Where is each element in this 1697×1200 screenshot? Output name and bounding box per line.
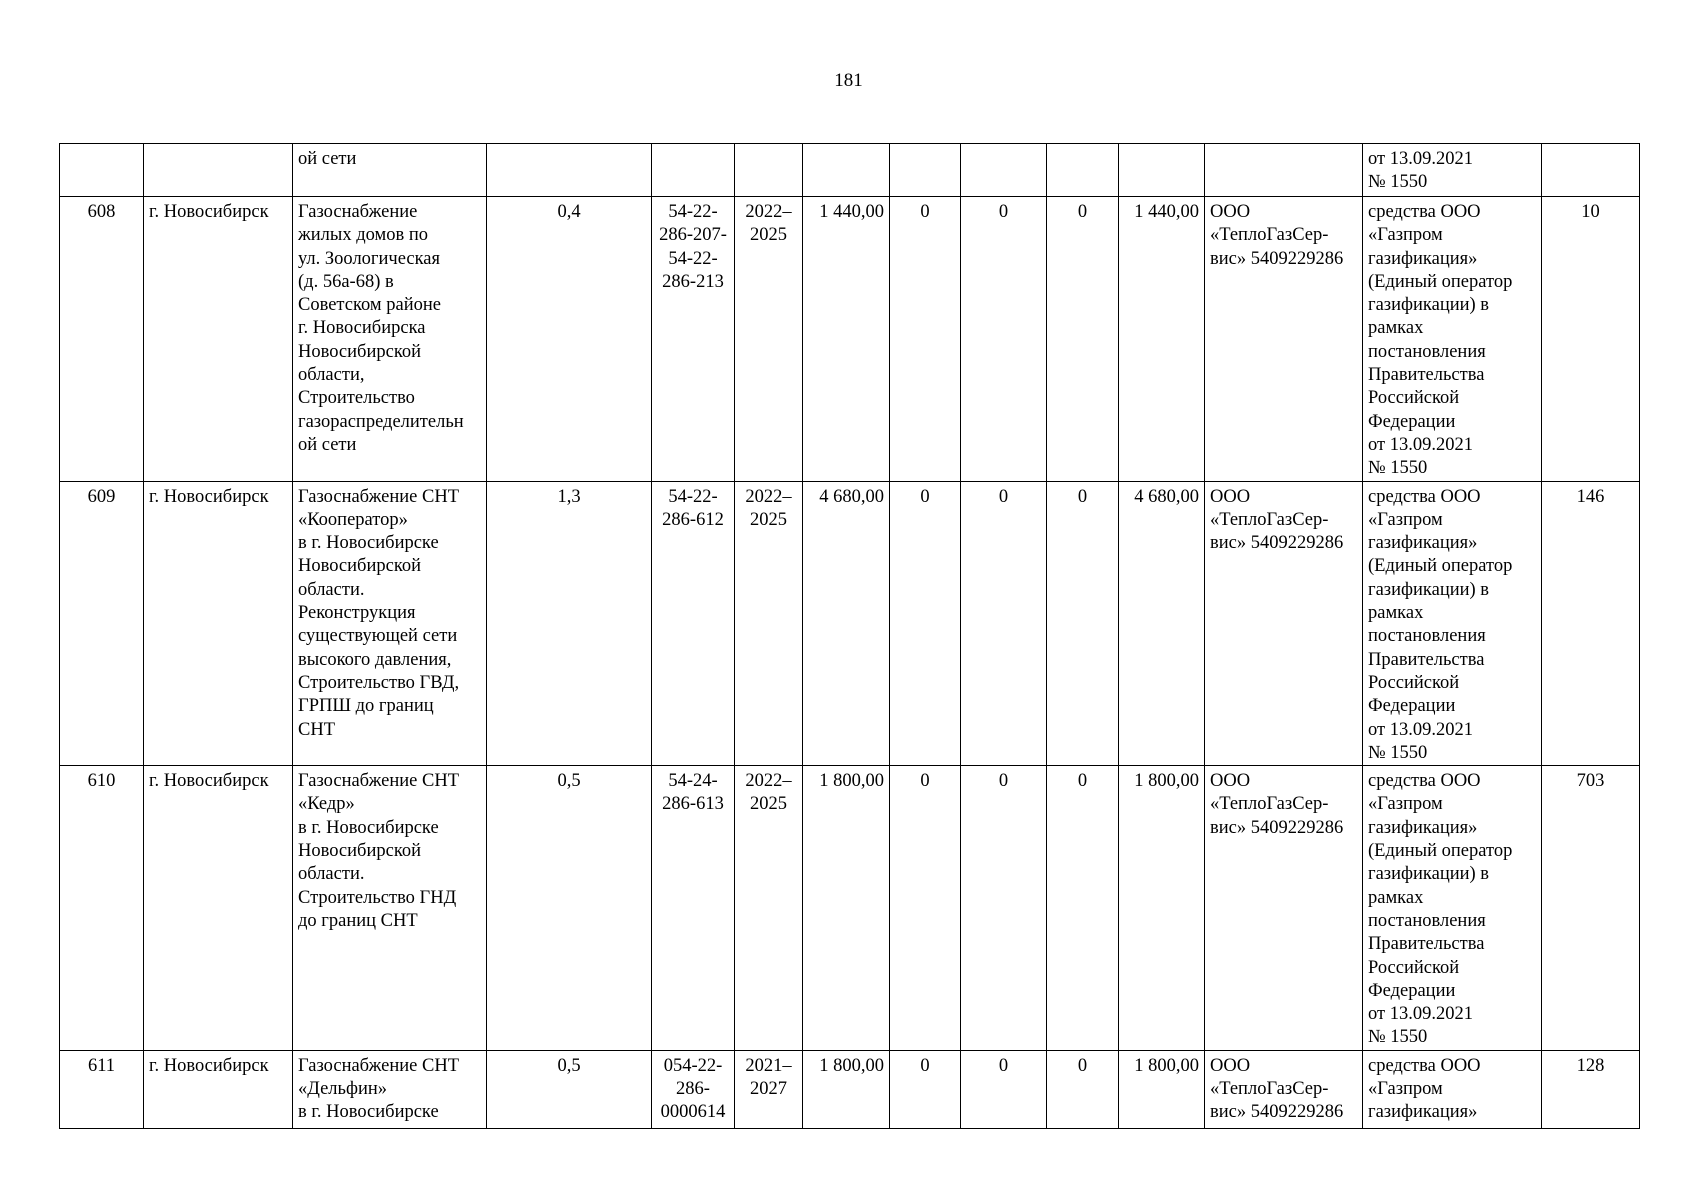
locality-cell <box>144 766 293 1051</box>
total-cost-cell: 1 800,00 <box>803 766 890 1051</box>
value-cell-3: 0 <box>1047 766 1119 1051</box>
cell-line: газораспределительн <box>298 411 464 432</box>
total-cost-cell <box>803 144 890 197</box>
cell-line: 2022– <box>745 486 792 507</box>
cell-line: «ТеплоГазСер- <box>1210 225 1329 246</box>
cell-line: Правительства <box>1368 934 1485 955</box>
cell-line: газификации) в <box>1368 864 1490 885</box>
cell-line: газификация» <box>1368 533 1478 554</box>
count-cell: 10 <box>1542 197 1640 482</box>
cell-line: рамках <box>1368 603 1424 624</box>
cell-line: жилых домов по <box>298 225 428 246</box>
cell-line: в г. Новосибирске <box>298 817 439 838</box>
cell-line: Правительства <box>1368 649 1485 670</box>
period-cell <box>735 766 803 1051</box>
cell-line: (Единый оператор <box>1368 556 1513 577</box>
cell-line: Газоснабжение СНТ <box>298 771 460 792</box>
locality-cell <box>144 1050 293 1128</box>
locality-cell <box>144 197 293 482</box>
value-cell-4 <box>1119 144 1205 197</box>
value-cell-1: 0 <box>890 1050 961 1128</box>
executor-cell <box>1205 766 1363 1051</box>
cell-line: 54-22- <box>668 202 718 222</box>
count-cell <box>1542 144 1640 197</box>
cell-line: ГРПШ до границ <box>298 696 434 717</box>
cell-line: г. Новосибирска <box>298 318 426 339</box>
row-number-cell: 611 <box>60 1050 144 1128</box>
value-cell-3: 0 <box>1047 1050 1119 1128</box>
capacity-cell: 0,5 <box>487 1050 652 1128</box>
object-name-cell <box>293 1050 487 1128</box>
count-cell: 703 <box>1542 766 1640 1051</box>
cell-line: ООО <box>1210 202 1251 222</box>
cell-line: ООО <box>1210 1055 1251 1076</box>
cell-line: «Кооператор» <box>298 509 408 530</box>
cell-line: средства ООО <box>1368 202 1481 222</box>
funding-source-cell <box>1363 197 1542 482</box>
count-cell: 146 <box>1542 481 1640 766</box>
cell-line: (д. 56а-68) в <box>298 271 394 292</box>
total-cost-cell: 1 800,00 <box>803 1050 890 1128</box>
cell-line: Российской <box>1368 672 1460 693</box>
cell-line: «ТеплоГазСер- <box>1210 794 1329 815</box>
value-cell-2 <box>961 144 1047 197</box>
executor-cell <box>1205 144 1363 197</box>
period-cell <box>735 197 803 482</box>
value-cell-2: 0 <box>961 766 1047 1051</box>
row-number-cell: 608 <box>60 197 144 482</box>
value-cell-2: 0 <box>961 197 1047 482</box>
cell-line: г. Новосибирск <box>149 771 269 792</box>
period-cell <box>735 481 803 766</box>
total-cost-cell: 4 680,00 <box>803 481 890 766</box>
cell-line: Газоснабжение <box>298 202 418 222</box>
value-cell-4: 4 680,00 <box>1119 481 1205 766</box>
cell-line: постановления <box>1368 341 1486 362</box>
table-row <box>60 144 1640 197</box>
cell-line: от 13.09.2021 <box>1368 1004 1473 1025</box>
funding-source-cell <box>1363 144 1542 197</box>
cell-line: Федерации <box>1368 696 1456 717</box>
capacity-cell: 0,4 <box>487 197 652 482</box>
cell-line: средства ООО <box>1368 771 1481 792</box>
capacity-cell: 1,3 <box>487 481 652 766</box>
cell-line: Российской <box>1368 957 1460 978</box>
executor-cell <box>1205 197 1363 482</box>
capacity-cell: 0,5 <box>487 766 652 1051</box>
cell-line: Новосибирской <box>298 841 422 862</box>
cell-line: Правительства <box>1368 365 1485 386</box>
cell-line: Новосибирской <box>298 556 422 577</box>
cell-line: ой сети <box>298 149 357 169</box>
cell-line: г. Новосибирск <box>149 202 269 222</box>
locality-cell <box>144 481 293 766</box>
page-number: 181 <box>834 70 863 91</box>
cell-line: Строительство <box>298 388 415 409</box>
cell-line: вис» 5409229286 <box>1210 817 1344 838</box>
cell-line: в г. Новосибирске <box>298 533 439 554</box>
cell-line: «Газпром <box>1368 794 1443 815</box>
cell-line: «Дельфин» <box>298 1078 388 1099</box>
cell-line: «Газпром <box>1368 225 1443 246</box>
cell-line: Строительство ГНД <box>298 887 457 908</box>
cell-line: 286-213 <box>662 271 724 292</box>
row-number-cell <box>60 144 144 197</box>
cell-line: г. Новосибирск <box>149 1055 269 1076</box>
capacity-cell <box>487 144 652 197</box>
project-code-cell <box>652 197 735 482</box>
cell-line: 054-22- <box>663 1055 723 1076</box>
value-cell-1: 0 <box>890 481 961 766</box>
cell-line: 2022– <box>745 771 792 792</box>
funding-source-cell <box>1363 481 1542 766</box>
period-cell <box>735 1050 803 1128</box>
cell-line: области. <box>298 864 365 885</box>
cell-line: вис» 5409229286 <box>1210 248 1344 269</box>
cell-line: высокого давления, <box>298 649 452 670</box>
cell-line: ул. Зоологическая <box>298 248 441 269</box>
cell-line: № 1550 <box>1368 458 1428 479</box>
cell-line: 2027 <box>750 1078 787 1099</box>
table-row <box>60 766 1640 1051</box>
cell-line: ООО <box>1210 486 1251 507</box>
cell-line: (Единый оператор <box>1368 271 1513 292</box>
locality-cell <box>144 144 293 197</box>
cell-line: области, <box>298 365 365 386</box>
value-cell-1 <box>890 144 961 197</box>
cell-line: 2025 <box>750 794 787 815</box>
cell-line: 0000614 <box>660 1102 726 1123</box>
value-cell-1: 0 <box>890 766 961 1051</box>
cell-line: Российской <box>1368 388 1460 409</box>
program-table <box>59 143 1640 1129</box>
project-code-cell <box>652 481 735 766</box>
cell-line: постановления <box>1368 910 1486 931</box>
cell-line: «ТеплоГазСер- <box>1210 1078 1329 1099</box>
cell-line: Строительство ГВД, <box>298 672 460 693</box>
cell-line: «Газпром <box>1368 1078 1443 1099</box>
project-code-cell <box>652 766 735 1051</box>
cell-line: газификация» <box>1368 1102 1478 1123</box>
value-cell-4: 1 440,00 <box>1119 197 1205 482</box>
cell-line: (Единый оператор <box>1368 841 1513 862</box>
cell-line: 286-613 <box>662 794 724 815</box>
cell-line: № 1550 <box>1368 742 1428 763</box>
value-cell-4: 1 800,00 <box>1119 1050 1205 1128</box>
cell-line: рамках <box>1368 887 1424 908</box>
cell-line: Газоснабжение СНТ <box>298 1055 460 1076</box>
cell-line: № 1550 <box>1368 1027 1428 1048</box>
cell-line: Федерации <box>1368 411 1456 432</box>
cell-line: от 13.09.2021 <box>1368 719 1473 740</box>
cell-line: 2025 <box>750 509 787 530</box>
row-number-cell: 609 <box>60 481 144 766</box>
cell-line: газификации) в <box>1368 579 1490 600</box>
cell-line: 2022– <box>745 202 792 222</box>
value-cell-1: 0 <box>890 197 961 482</box>
cell-line: Реконструкция <box>298 603 416 624</box>
cell-line: 286-612 <box>662 509 724 530</box>
executor-cell <box>1205 1050 1363 1128</box>
cell-line: 54-22- <box>668 486 718 507</box>
value-cell-4: 1 800,00 <box>1119 766 1205 1051</box>
cell-line: Газоснабжение СНТ <box>298 486 460 507</box>
cell-line: г. Новосибирск <box>149 486 269 507</box>
value-cell-2: 0 <box>961 481 1047 766</box>
cell-line: средства ООО <box>1368 1055 1481 1076</box>
object-name-cell <box>293 766 487 1051</box>
value-cell-3 <box>1047 144 1119 197</box>
row-number-cell: 610 <box>60 766 144 1051</box>
executor-cell <box>1205 481 1363 766</box>
value-cell-2: 0 <box>961 1050 1047 1128</box>
cell-line: ООО <box>1210 771 1251 792</box>
cell-line: 54-22- <box>668 248 718 269</box>
cell-line: Новосибирской <box>298 341 422 362</box>
table-row <box>60 481 1640 766</box>
table-row <box>60 197 1640 482</box>
cell-line: вис» 5409229286 <box>1210 1102 1344 1123</box>
cell-line: существующей сети <box>298 626 458 647</box>
cell-line: от 13.09.2021 <box>1368 434 1473 455</box>
cell-line: газификация» <box>1368 248 1478 269</box>
cell-line: № 1550 <box>1368 172 1428 193</box>
cell-line: средства ООО <box>1368 486 1481 507</box>
cell-line: области. <box>298 579 365 600</box>
cell-line: «Газпром <box>1368 509 1443 530</box>
project-code-cell <box>652 144 735 197</box>
cell-line: газификации) в <box>1368 295 1490 316</box>
cell-line: 54-24- <box>668 771 718 792</box>
cell-line: СНТ <box>298 719 335 740</box>
funding-source-cell <box>1363 766 1542 1051</box>
value-cell-3: 0 <box>1047 197 1119 482</box>
cell-line: рамках <box>1368 318 1424 339</box>
cell-line: Федерации <box>1368 980 1456 1001</box>
cell-line: ой сети <box>298 434 357 455</box>
funding-source-cell <box>1363 1050 1542 1128</box>
cell-line: газификация» <box>1368 817 1478 838</box>
cell-line: 286- <box>676 1078 710 1099</box>
cell-line: 2025 <box>750 225 787 246</box>
cell-line: от 13.09.2021 <box>1368 149 1473 169</box>
count-cell: 128 <box>1542 1050 1640 1128</box>
project-code-cell <box>652 1050 735 1128</box>
value-cell-3: 0 <box>1047 481 1119 766</box>
table-row <box>60 1050 1640 1128</box>
table-body <box>60 144 1640 1129</box>
object-name-cell <box>293 197 487 482</box>
cell-line: постановления <box>1368 626 1486 647</box>
cell-line: 2021– <box>745 1055 792 1076</box>
cell-line: вис» 5409229286 <box>1210 533 1344 554</box>
object-name-cell <box>293 481 487 766</box>
cell-line: «ТеплоГазСер- <box>1210 509 1329 530</box>
cell-line: Советском районе <box>298 295 441 316</box>
object-name-cell <box>293 144 487 197</box>
cell-line: 286-207- <box>659 225 727 246</box>
period-cell <box>735 144 803 197</box>
cell-line: в г. Новосибирске <box>298 1102 439 1123</box>
total-cost-cell: 1 440,00 <box>803 197 890 482</box>
cell-line: «Кедр» <box>298 794 355 815</box>
cell-line: до границ СНТ <box>298 910 418 931</box>
